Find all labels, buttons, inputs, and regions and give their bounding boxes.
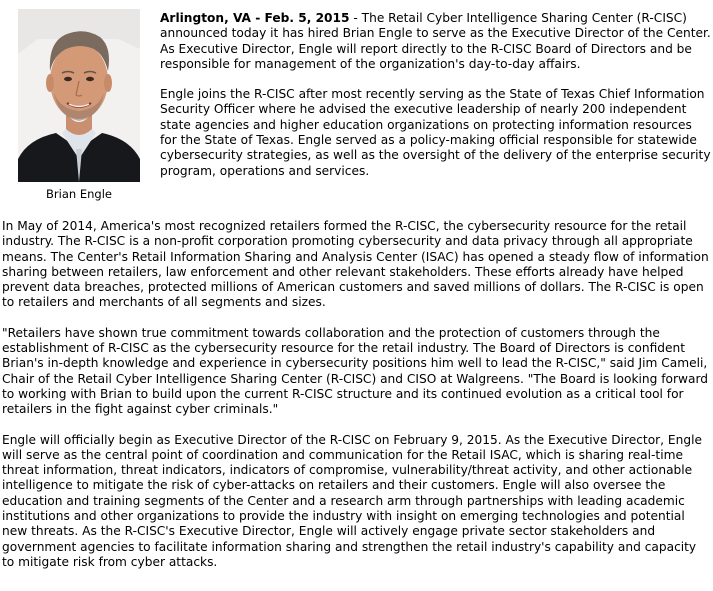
dateline: Arlington, VA - Feb. 5, 2015	[160, 11, 350, 25]
paragraph-quote: "Retailers have shown true commitment towards collaboration and the protection of customers through the establishment of R-CISC as the cybersecurity resource for the retail industry. The Board of Directors is confident Brian's in-depth knowledge and experience in cybersecurity positions him well to lead the R-CISC," said Jim Cameli, Chair of the Retail Cyber Intelligence Sharing Center (R-CISC) and CISO at Walgreens. "The Board is looking forward to working with Brian to build upon the current R-CISC structure and its continued evolution as a critical tool for retailers in the fight against cyber criminals."	[2, 325, 708, 417]
lead-text: - The Retail Cyber Intelligence Sharing Center (R-CISC) announced today it has hired Brian Engle to serve as the Executive Director of the Center. As Executive Director, Engle will report directly to the R-CISC Board of Directors and be responsible for management of the organization's day-to-day affairs.	[160, 11, 711, 71]
portrait-illustration	[18, 9, 140, 182]
paragraph-role: Engle will officially begin as Executive Director of the R-CISC on February 9, 2015. As the Executive Director, Engle will serve as the central point of coordination and communication for the Retail ISAC, which is sharing real-time threat information, threat indicators, indicators of compromise, vulnerability/threat activity, and other actionable intelligence to mitigate the risk of cyber-attacks on retailers and their customers. Engle will also oversee the education and training segments of the Center and a research arm through partnerships with leading academic institutions and other organizations to provide the industry with insight on emerging technologies and potential new threats. As the R-CISC's Executive Director, Engle will actively engage private sector stakeholders and government agencies to facilitate information sharing and strengthen the retail industry's capability and capacity to mitigate risk from cyber attacks.	[2, 432, 702, 569]
article-body	[2, 219, 712, 585]
lead-paragraph	[160, 11, 712, 72]
portrait-caption: Brian Engle	[46, 187, 112, 201]
portrait-figure	[18, 9, 143, 201]
paragraph-about-rcisc: In May of 2014, America's most recognized retailers formed the R-CISC, the cybersecurity resource for the retail industry. The R-CISC is a non-profit corporation promoting cybersecurity and data privacy through all appropriate means. The Center's Retail Information Sharing and Analysis Center (ISAC) has opened a steady flow of information sharing between retailers, law enforcement and other relevant stakeholders. These efforts already have helped prevent data breaches, protected millions of American customers and saved millions of dollars. The R-CISC is open to retailers and merchants of all segments and sizes.	[2, 219, 709, 310]
portrait-photo	[18, 9, 140, 182]
article-intro	[160, 11, 712, 194]
paragraph-background: Engle joins the R-CISC after most recently serving as the State of Texas Chief Information Security Officer where he advised the executive leadership of nearly 200 independent state agencies and higher education organizations on protecting information resources for the State of Texas. Engle served as a policy-making official responsible for statewide cybersecurity strategies, as well as the oversight of the delivery of the enterprise security program, operations and services.	[160, 87, 711, 178]
